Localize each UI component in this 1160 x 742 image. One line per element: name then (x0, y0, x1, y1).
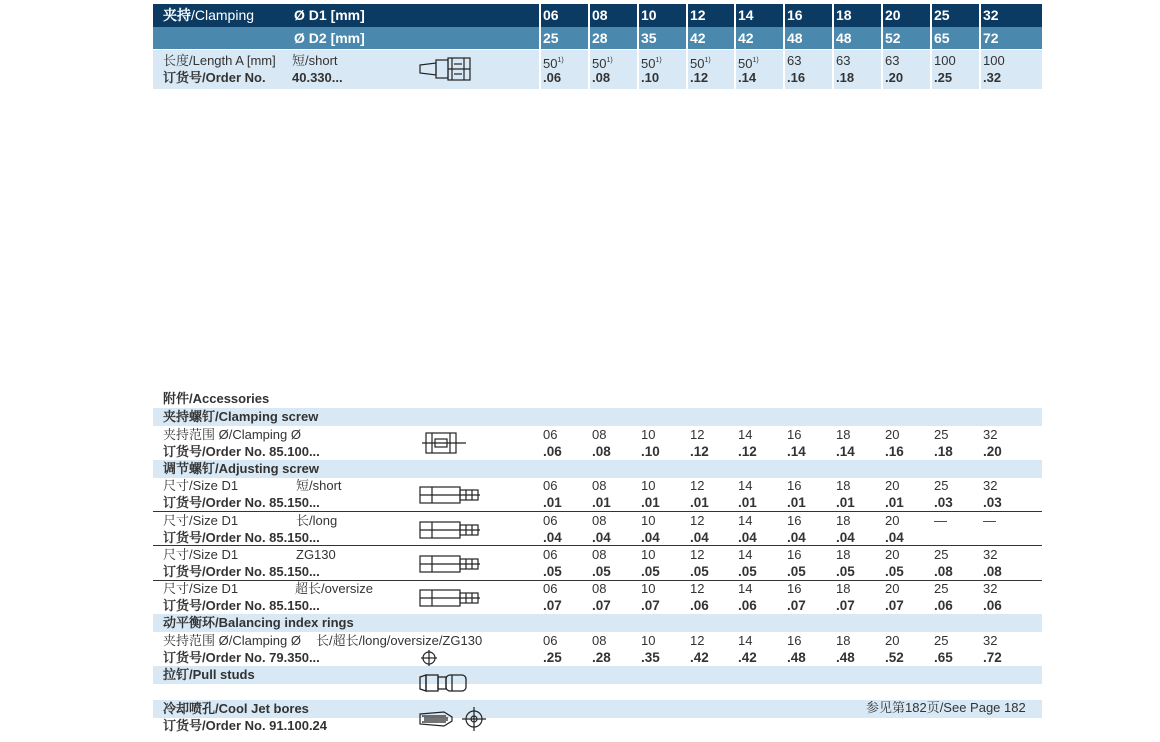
size-label: 尺寸/Size D1 (163, 513, 239, 528)
order-value: .04 (543, 530, 562, 545)
length-value: 50$^{1)}$ (543, 56, 564, 71)
balancing-rings-variant: 长/超长/long/oversize/ZG130 (316, 633, 483, 648)
size-value: 25 (934, 633, 949, 648)
order-value: .06 (690, 598, 709, 613)
order-value: .01 (543, 495, 562, 510)
d1-value: 25 (934, 7, 950, 23)
see-page-note: 参见第182页/See Page 182 (866, 700, 1026, 715)
column-separator (637, 4, 639, 89)
cool-jet-title: 冷却喷孔/Cool Jet bores (163, 701, 309, 716)
order-value: .12 (738, 444, 757, 459)
size-value: 12 (690, 478, 705, 493)
size-value: 25 (934, 427, 949, 442)
size-value: 10 (641, 581, 656, 596)
order-value: .20 (983, 444, 1002, 459)
size-value: — (934, 513, 947, 528)
length-value: 50$^{1)}$ (641, 56, 662, 71)
size-value: 25 (934, 581, 949, 596)
order-value: .06 (934, 598, 953, 613)
divider (153, 545, 1042, 546)
clamping-screw-order: 订货号/Order No. 85.100... (163, 444, 320, 459)
d1-value: 14 (738, 7, 754, 23)
d1-value: 32 (983, 7, 999, 23)
size-value: 16 (787, 427, 802, 442)
column-separator (588, 4, 590, 89)
balancing-rings-order: 订货号/Order No. 79.350... (163, 650, 320, 665)
order-value: .42 (738, 650, 757, 665)
footnote-marker: 1) (557, 57, 564, 64)
pull-stud-icon (418, 672, 470, 694)
order-value: .52 (885, 650, 904, 665)
order-value: .14 (787, 444, 806, 459)
footnote-marker: 1) (752, 57, 759, 64)
order-value: .03 (934, 495, 953, 510)
footnote-marker: 1) (704, 57, 711, 64)
d1-value: 12 (690, 7, 706, 23)
order-value: .48 (787, 650, 806, 665)
column-separator (979, 4, 981, 89)
order-value: .07 (885, 598, 904, 613)
size-value: 10 (641, 547, 656, 562)
length-label: 长度/Length A [mm] (163, 53, 276, 68)
column-separator (930, 4, 932, 89)
column-separator (686, 4, 688, 89)
order-value: .12 (690, 444, 709, 459)
divider (153, 511, 1042, 512)
size-value: 25 (934, 547, 949, 562)
order-value: .05 (885, 564, 904, 579)
footnote-marker: 1) (606, 57, 613, 64)
balancing-rings-label: 夹持范围 Ø/Clamping Ø (163, 633, 301, 648)
variant-label: 超长/oversize (295, 581, 374, 596)
order-value: .06 (738, 598, 757, 613)
order-value: .25 (934, 70, 953, 85)
column-separator (881, 4, 883, 89)
order-value: .16 (787, 70, 806, 85)
adjusting-screw-icon (418, 484, 482, 506)
size-value: 06 (543, 547, 558, 562)
length-value: 100 (934, 53, 956, 68)
size-value: 06 (543, 513, 558, 528)
order-value: .18 (934, 444, 953, 459)
size-value: 14 (738, 513, 753, 528)
d1-value: 18 (836, 7, 852, 23)
column-separator (539, 4, 541, 89)
order-value: .07 (641, 598, 660, 613)
d2-label: Ø D2 [mm] (294, 30, 365, 46)
size-value: 08 (592, 513, 607, 528)
size-value: 20 (885, 633, 900, 648)
order-value: .28 (592, 650, 611, 665)
order-prefix: 40.330... (292, 70, 343, 85)
order-value: .20 (885, 70, 904, 85)
size-value: 20 (885, 547, 900, 562)
size-value: 06 (543, 478, 558, 493)
size-value: 10 (641, 633, 656, 648)
adjusting-screw-icon (418, 519, 482, 541)
clamping-screw-icon (422, 430, 466, 456)
order-value: .14 (738, 70, 757, 85)
size-value: 18 (836, 427, 851, 442)
clamping-heading: 夹持/Clamping (163, 7, 255, 23)
size-value: 20 (885, 513, 900, 528)
order-value: .08 (934, 564, 953, 579)
length-value: 50$^{1)}$ (690, 56, 711, 71)
d2-value: 65 (934, 30, 950, 46)
adjusting-screw-icon (418, 587, 482, 609)
order-value: .14 (836, 444, 855, 459)
order-value: .12 (690, 70, 709, 85)
length-value: 50$^{1)}$ (738, 56, 759, 71)
size-value: 12 (690, 633, 705, 648)
d1-value: 10 (641, 7, 657, 23)
d1-value: 16 (787, 7, 803, 23)
column-separator (734, 4, 736, 89)
size-value: 08 (592, 581, 607, 596)
order-value: .10 (641, 444, 660, 459)
order-value: .04 (885, 530, 904, 545)
size-value: 18 (836, 581, 851, 596)
size-value: 16 (787, 547, 802, 562)
order-value: .07 (543, 598, 562, 613)
size-label: 尺寸/Size D1 (163, 478, 239, 493)
order-value: .32 (983, 70, 1002, 85)
size-value: 14 (738, 478, 753, 493)
order-value: .03 (983, 495, 1002, 510)
size-value: 08 (592, 427, 607, 442)
order-value: .04 (690, 530, 709, 545)
variant-short: 短/short (292, 53, 338, 68)
d2-value: 72 (983, 30, 999, 46)
order-value: .65 (934, 650, 953, 665)
length-value: 63 (787, 53, 802, 68)
size-value: 16 (787, 581, 802, 596)
order-value: .04 (836, 530, 855, 545)
order-value: .05 (836, 564, 855, 579)
d2-value: 28 (592, 30, 608, 46)
adjusting-screw-icon (418, 553, 482, 575)
clamping-screw-label: 夹持范围 Ø/Clamping Ø (163, 427, 301, 442)
size-label: 尺寸/Size D1 (163, 581, 239, 596)
d2-value: 25 (543, 30, 559, 46)
order-value: .01 (787, 495, 806, 510)
order-value: .05 (738, 564, 757, 579)
order-value: .72 (983, 650, 1002, 665)
size-label: 尺寸/Size D1 (163, 547, 239, 562)
d1-value: 08 (592, 7, 608, 23)
order-value: .07 (787, 598, 806, 613)
accessories-title: 附件/Accessories (163, 391, 270, 406)
order-value: .08 (983, 564, 1002, 579)
pull-studs-band (153, 666, 1042, 684)
size-value: 14 (738, 427, 753, 442)
balancing-ring-icon (420, 649, 438, 667)
cool-jet-order: 订货号/Order No. 91.100.24 (163, 718, 328, 733)
size-value: 10 (641, 427, 656, 442)
size-value: 25 (934, 478, 949, 493)
d1-label: Ø D1 [mm] (294, 7, 365, 23)
order-label: 订货号/Order No. 85.150... (163, 564, 320, 579)
cool-jet-icon (418, 706, 488, 732)
order-value: .06 (983, 598, 1002, 613)
size-value: 16 (787, 513, 802, 528)
order-value: .01 (690, 495, 709, 510)
order-value: .35 (641, 650, 660, 665)
size-value: 16 (787, 633, 802, 648)
size-value: — (983, 513, 996, 528)
order-value: .18 (836, 70, 855, 85)
order-label: 订货号/Order No. 85.150... (163, 598, 320, 613)
order-value: .05 (787, 564, 806, 579)
order-value: .06 (543, 70, 562, 85)
size-value: 06 (543, 427, 558, 442)
clamping-screw-title: 夹持螺钉/Clamping screw (163, 409, 319, 424)
size-value: 18 (836, 478, 851, 493)
d2-value: 48 (836, 30, 852, 46)
divider (153, 580, 1042, 581)
d2-value: 52 (885, 30, 901, 46)
order-label: 订货号/Order No. (163, 70, 266, 85)
size-value: 14 (738, 633, 753, 648)
adjusting-screw-title: 调节螺钉/Adjusting screw (163, 461, 320, 476)
order-value: .01 (836, 495, 855, 510)
order-label: 订货号/Order No. 85.150... (163, 530, 320, 545)
order-value: .04 (592, 530, 611, 545)
variant-label: ZG130 (296, 547, 336, 562)
size-value: 14 (738, 581, 753, 596)
order-value: .25 (543, 650, 562, 665)
size-value: 12 (690, 581, 705, 596)
order-value: .48 (836, 650, 855, 665)
size-value: 18 (836, 513, 851, 528)
variant-label: 长/long (296, 513, 338, 528)
size-value: 32 (983, 633, 998, 648)
order-value: .05 (543, 564, 562, 579)
length-value: 100 (983, 53, 1005, 68)
size-value: 20 (885, 581, 900, 596)
size-value: 32 (983, 547, 998, 562)
d2-value: 35 (641, 30, 657, 46)
order-value: .01 (885, 495, 904, 510)
column-separator (832, 4, 834, 89)
size-value: 20 (885, 478, 900, 493)
size-value: 32 (983, 478, 998, 493)
size-value: 32 (983, 581, 998, 596)
size-value: 06 (543, 581, 558, 596)
order-value: .10 (641, 70, 660, 85)
order-label: 订货号/Order No. 85.150... (163, 495, 320, 510)
size-value: 06 (543, 633, 558, 648)
size-value: 18 (836, 547, 851, 562)
order-value: .01 (592, 495, 611, 510)
column-separator (783, 4, 785, 89)
order-value: .04 (787, 530, 806, 545)
order-value: .01 (641, 495, 660, 510)
length-value: 50$^{1)}$ (592, 56, 613, 71)
order-value: .08 (592, 70, 611, 85)
pull-studs-title: 拉钉/Pull studs (163, 667, 255, 682)
size-value: 08 (592, 478, 607, 493)
size-value: 12 (690, 547, 705, 562)
size-value: 08 (592, 633, 607, 648)
d1-value: 20 (885, 7, 901, 23)
size-value: 12 (690, 513, 705, 528)
d2-value: 42 (690, 30, 706, 46)
order-value: .07 (836, 598, 855, 613)
size-value: 10 (641, 513, 656, 528)
balancing-rings-title: 动平衡环/Balancing index rings (163, 615, 354, 630)
size-value: 32 (983, 427, 998, 442)
order-value: .06 (543, 444, 562, 459)
order-value: .05 (641, 564, 660, 579)
d2-value: 48 (787, 30, 803, 46)
length-value: 63 (885, 53, 900, 68)
order-value: .05 (592, 564, 611, 579)
d2-value: 42 (738, 30, 754, 46)
order-value: .08 (592, 444, 611, 459)
order-value: .01 (738, 495, 757, 510)
order-value: .42 (690, 650, 709, 665)
order-value: .04 (641, 530, 660, 545)
length-value: 63 (836, 53, 851, 68)
order-value: .07 (592, 598, 611, 613)
footnote-marker: 1) (655, 57, 662, 64)
order-value: .05 (690, 564, 709, 579)
size-value: 08 (592, 547, 607, 562)
size-value: 16 (787, 478, 802, 493)
size-value: 20 (885, 427, 900, 442)
size-value: 14 (738, 547, 753, 562)
shrink-chuck-short-icon (418, 55, 474, 83)
variant-label: 短/short (296, 478, 342, 493)
size-value: 12 (690, 427, 705, 442)
order-value: .04 (738, 530, 757, 545)
size-value: 18 (836, 633, 851, 648)
size-value: 10 (641, 478, 656, 493)
order-value: .16 (885, 444, 904, 459)
d1-value: 06 (543, 7, 559, 23)
